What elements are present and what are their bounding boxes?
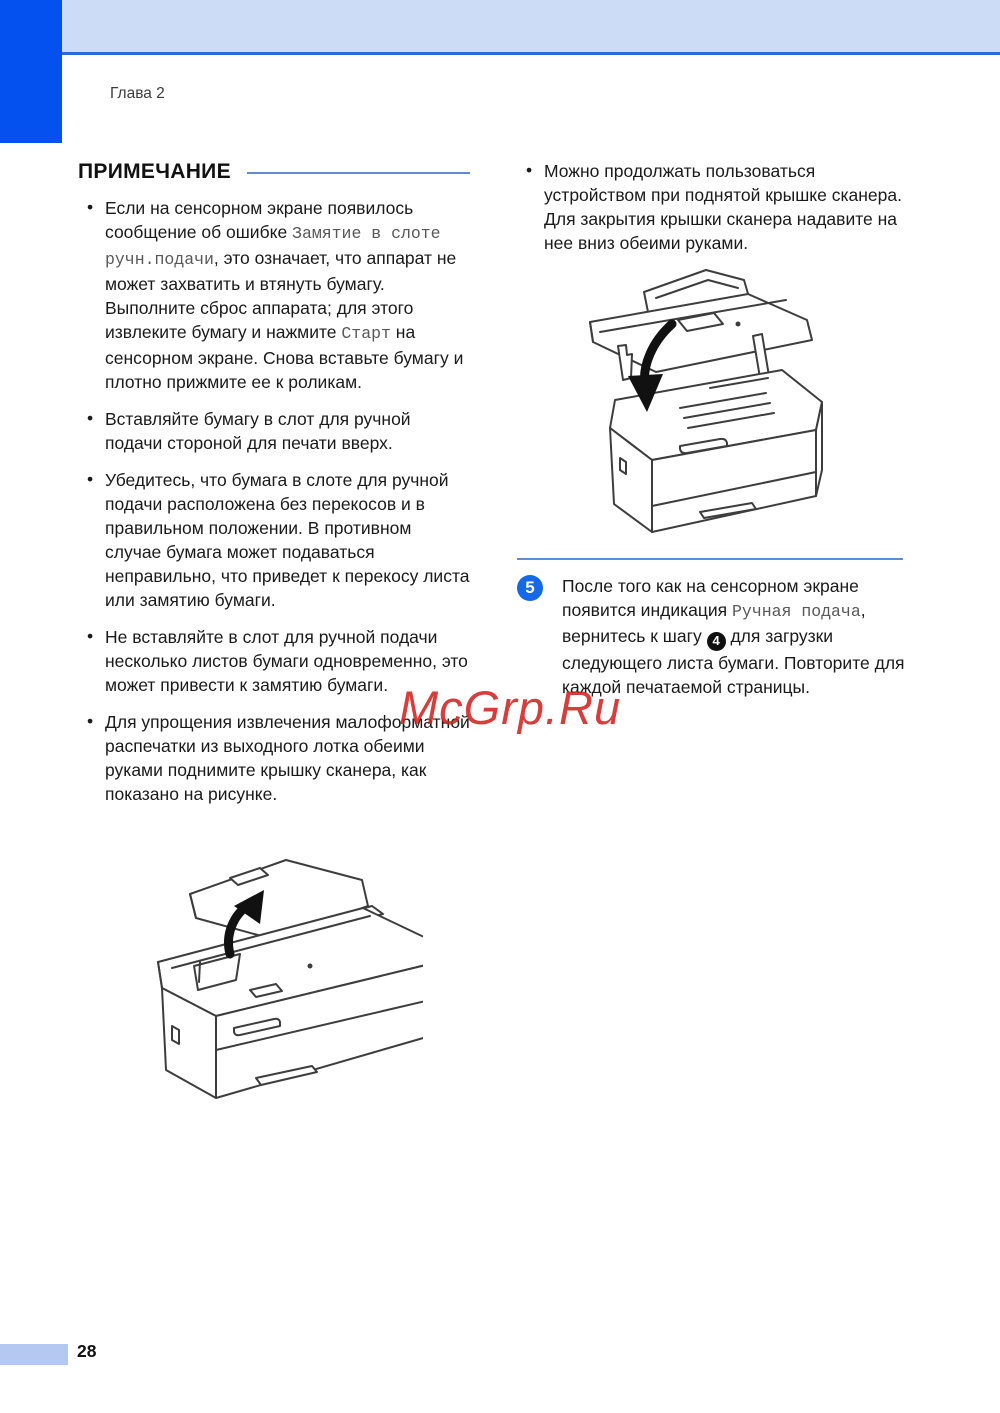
- corner-block: [0, 0, 62, 143]
- note-bullet: • Для упрощения извлечения малоформатной распечатки из выходного лотка обеими руками поднимите крышку сканера, как показано на рисунке.: [78, 710, 470, 806]
- step-text: После того как на сенсорном экране появится индикация Ручная подача, вернитесь к шагу 4 для загрузки следующего листа бумаги. Повторите для каждой печатаемой страницы.: [562, 576, 905, 697]
- note-bullet: • Вставляйте бумагу в слот для ручной подачи стороной для печати вверх.: [78, 407, 470, 455]
- page-number: 28: [77, 1341, 97, 1361]
- printer-open-drawing: [590, 270, 822, 532]
- chapter-label: Глава 2: [110, 85, 165, 102]
- note-heading: ПРИМЕЧАНИЕ: [78, 160, 231, 183]
- illustration-lift-scanner-cover: [138, 850, 423, 1120]
- right-column-note: [517, 147, 911, 255]
- note-bullet: • Не вставляйте в слот для ручной подачи несколько листов бумаги одновременно, это может привести к замятию бумаги.: [78, 625, 470, 697]
- note-heading-row: [78, 160, 470, 184]
- printer-closed-drawing: [158, 860, 423, 1098]
- heading-rule: [247, 172, 470, 174]
- footer-bar: [0, 1344, 68, 1365]
- note-bullet: • Если на сенсорном экране появилось сообщение об ошибке Замятие в слоте ручн.подачи, это означает, что аппарат не может захватить и втянуть бумагу. Выполните сброс аппарата; для этого извлеките бумагу и нажмите Старт на сенсорном экране. Снова вставьте бумагу и плотно прижмите ее к роликам.: [78, 196, 470, 394]
- step-divider: [517, 558, 903, 560]
- top-band: [0, 0, 1000, 55]
- illustration-close-scanner-cover: [560, 260, 845, 550]
- step-number-badge: 5: [517, 575, 543, 601]
- note-bullet: • Убедитесь, что бумага в слоте для ручной подачи расположена без перекосов и в правильном положении. В противном случае бумага может подаваться неправильно, что приведет к перекосу листа или замятию бумаги.: [78, 468, 470, 612]
- watermark: McGrp.Ru: [399, 681, 622, 734]
- note-bullet: • Можно продолжать пользоваться устройством при поднятой крышке сканера. Для закрытия крышки сканера надавите на нее вниз обеими руками.: [517, 159, 911, 255]
